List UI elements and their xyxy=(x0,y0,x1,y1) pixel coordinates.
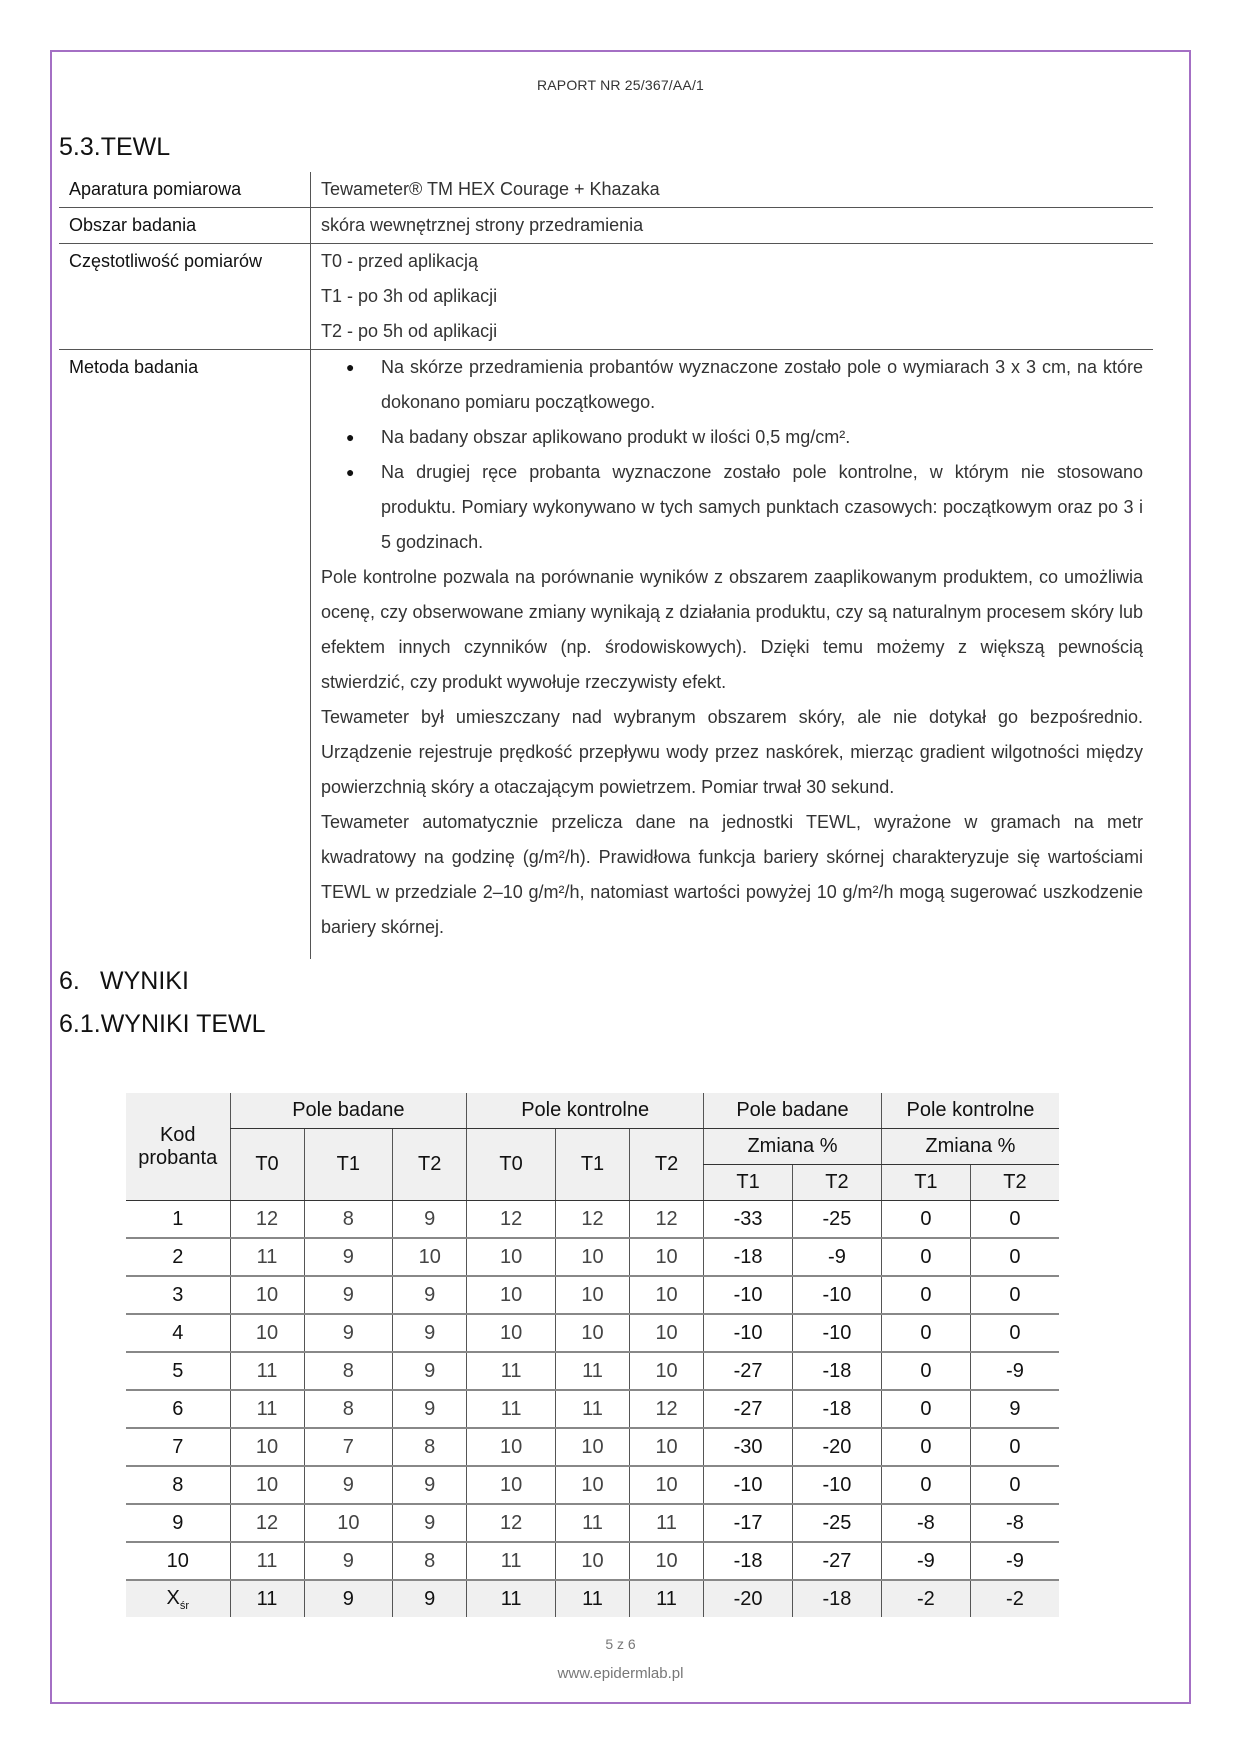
footer-url: www.epidermlab.pl xyxy=(557,1665,684,1682)
table-row xyxy=(126,1314,1059,1352)
table-cell: 12 xyxy=(230,1201,304,1239)
cell-code: 5 xyxy=(126,1352,230,1390)
table-cell: 12 xyxy=(630,1390,704,1428)
info-label: Częstotliwość pomiarów xyxy=(59,244,311,350)
table-cell: 11 xyxy=(230,1352,304,1390)
table-cell: 9 xyxy=(304,1466,393,1504)
table-cell: 9 xyxy=(393,1466,467,1504)
info-row-frequency xyxy=(59,244,1153,350)
table-cell: 10 xyxy=(555,1276,629,1314)
tewl-results-table xyxy=(126,1093,1059,1617)
table-cell: 10 xyxy=(555,1466,629,1504)
table-cell: -10 xyxy=(792,1314,881,1352)
table-cell: 0 xyxy=(970,1466,1059,1504)
table-row xyxy=(126,1276,1059,1314)
col-group-control-change: Pole kontrolne xyxy=(881,1093,1059,1129)
table-cell: -30 xyxy=(704,1428,793,1466)
col-header-t1: T1 xyxy=(304,1129,393,1201)
table-cell: 0 xyxy=(970,1238,1059,1276)
table-cell: 10 xyxy=(630,1352,704,1390)
table-cell: 10 xyxy=(555,1238,629,1276)
results-body xyxy=(126,1201,1059,1618)
info-row-method xyxy=(59,350,1153,960)
table-row xyxy=(126,1238,1059,1276)
col-header-t1: T1 xyxy=(704,1165,793,1201)
col-header-t2: T2 xyxy=(630,1129,704,1201)
table-cell: 11 xyxy=(555,1390,629,1428)
table-cell: 0 xyxy=(881,1466,970,1504)
table-cell: 9 xyxy=(393,1504,467,1542)
method-bullet: ● Na badany obszar aplikowano produkt w ilości 0,5 mg/cm². xyxy=(321,420,1143,455)
table-cell: -10 xyxy=(704,1276,793,1314)
table-cell: 11 xyxy=(467,1390,556,1428)
method-bullet-list xyxy=(321,350,1143,560)
table-cell: 10 xyxy=(467,1428,556,1466)
info-label: Obszar badania xyxy=(59,208,311,244)
table-cell: 10 xyxy=(467,1238,556,1276)
table-row xyxy=(126,1428,1059,1466)
cell-code: 6 xyxy=(126,1390,230,1428)
table-cell: -9 xyxy=(881,1542,970,1580)
table-cell: 12 xyxy=(467,1504,556,1542)
info-label: Metoda badania xyxy=(59,350,311,960)
mean-cell: 9 xyxy=(393,1580,467,1617)
table-cell: -18 xyxy=(792,1390,881,1428)
info-value xyxy=(311,244,1154,350)
table-cell: -18 xyxy=(792,1352,881,1390)
table-cell: 12 xyxy=(630,1201,704,1239)
col-header-code: Kod probanta xyxy=(126,1093,230,1201)
table-cell: 11 xyxy=(230,1238,304,1276)
table-cell: 10 xyxy=(630,1276,704,1314)
table-cell: 9 xyxy=(304,1276,393,1314)
table-cell: -27 xyxy=(704,1352,793,1390)
cell-code: 4 xyxy=(126,1314,230,1352)
table-cell: 9 xyxy=(304,1314,393,1352)
table-cell: 10 xyxy=(393,1238,467,1276)
table-cell: -27 xyxy=(792,1542,881,1580)
table-cell: 10 xyxy=(630,1314,704,1352)
cell-code: 2 xyxy=(126,1238,230,1276)
table-cell: -20 xyxy=(792,1428,881,1466)
cell-code: 3 xyxy=(126,1276,230,1314)
cell-code: 9 xyxy=(126,1504,230,1542)
frequency-item: T1 - po 3h od aplikacji xyxy=(321,286,498,306)
table-cell: 12 xyxy=(555,1201,629,1239)
mean-row xyxy=(126,1580,1059,1617)
table-row xyxy=(126,1542,1059,1580)
info-value: Tewameter® TM HEX Courage + Khazaka xyxy=(311,172,1154,208)
page-number: 5 z 6 xyxy=(605,1636,636,1652)
table-cell: -10 xyxy=(792,1466,881,1504)
table-cell: 11 xyxy=(630,1504,704,1542)
info-label: Aparatura pomiarowa xyxy=(59,172,311,208)
report-number: RAPORT NR 25/367/AA/1 xyxy=(536,77,705,93)
mean-cell: 11 xyxy=(555,1580,629,1617)
table-cell: 10 xyxy=(467,1466,556,1504)
table-cell: 9 xyxy=(393,1390,467,1428)
table-cell: 11 xyxy=(230,1390,304,1428)
table-cell: 0 xyxy=(970,1428,1059,1466)
table-cell: 7 xyxy=(304,1428,393,1466)
mean-cell: -2 xyxy=(970,1580,1059,1617)
table-cell: 0 xyxy=(881,1352,970,1390)
section-heading-6-1: 6.1.WYNIKI TEWL xyxy=(59,1010,266,1038)
table-cell: 8 xyxy=(393,1428,467,1466)
section-heading-5-3: 5.3.TEWL xyxy=(59,133,171,161)
table-cell: -9 xyxy=(792,1238,881,1276)
section-heading-6 xyxy=(59,967,189,996)
table-cell: 10 xyxy=(555,1314,629,1352)
frequency-item: T0 - przed aplikacją xyxy=(321,251,479,271)
table-cell: 0 xyxy=(881,1314,970,1352)
table-cell: 10 xyxy=(230,1276,304,1314)
table-cell: 8 xyxy=(304,1352,393,1390)
table-cell: 0 xyxy=(970,1314,1059,1352)
col-header-t2: T2 xyxy=(792,1165,881,1201)
table-cell: 9 xyxy=(304,1238,393,1276)
table-cell: -25 xyxy=(792,1201,881,1239)
bullet-icon: ● xyxy=(346,464,355,480)
table-cell: -33 xyxy=(704,1201,793,1239)
table-cell: 8 xyxy=(304,1201,393,1239)
table-cell: -10 xyxy=(792,1276,881,1314)
section-title: WYNIKI xyxy=(100,967,189,995)
header-row xyxy=(126,1129,1059,1165)
table-cell: -8 xyxy=(881,1504,970,1542)
cell-code: 7 xyxy=(126,1428,230,1466)
col-header-t1: T1 xyxy=(881,1165,970,1201)
col-group-test-change: Pole badane xyxy=(704,1093,882,1129)
table-row xyxy=(126,1201,1059,1239)
method-paragraph: Tewameter automatycznie przelicza dane na jednostki TEWL, wyrażone w gramach na metr kwadratowy na godzinę (g/m²/h). Prawidłowa funkcja bariery skórnej charakteryzuje się wartościami TEWL w przedziale 2–10 g/m²/h, natomiast wartości powyżej 10 g/m²/h mogą sugerować uszkodzenie bariery skórnej. xyxy=(321,812,1143,937)
col-header-t2: T2 xyxy=(393,1129,467,1201)
table-cell: 10 xyxy=(230,1314,304,1352)
mean-cell: 11 xyxy=(630,1580,704,1617)
table-row xyxy=(126,1352,1059,1390)
cell-code: 1 xyxy=(126,1201,230,1239)
table-cell: 0 xyxy=(970,1276,1059,1314)
col-group-control: Pole kontrolne xyxy=(467,1093,704,1129)
col-header-change: Zmiana % xyxy=(881,1129,1059,1165)
table-cell: 9 xyxy=(393,1352,467,1390)
mean-cell: 9 xyxy=(304,1580,393,1617)
table-cell: 0 xyxy=(881,1428,970,1466)
table-row xyxy=(126,1466,1059,1504)
col-group-test: Pole badane xyxy=(230,1093,467,1129)
table-cell: 10 xyxy=(230,1466,304,1504)
table-row xyxy=(126,1390,1059,1428)
table-cell: -8 xyxy=(970,1504,1059,1542)
method-bullet: ● Na skórze przedramienia probantów wyznaczone zostało pole o wymiarach 3 x 3 cm, na które dokonano pomiaru początkowego. xyxy=(321,350,1143,420)
table-cell: 11 xyxy=(467,1352,556,1390)
table-row xyxy=(126,1504,1059,1542)
table-cell: -18 xyxy=(704,1542,793,1580)
mean-cell: 11 xyxy=(230,1580,304,1617)
mean-cell: -2 xyxy=(881,1580,970,1617)
col-header-t2: T2 xyxy=(970,1165,1059,1201)
mean-cell: -18 xyxy=(792,1580,881,1617)
table-cell: 0 xyxy=(881,1390,970,1428)
method-bullet: ● Na drugiej ręce probanta wyznaczone zostało pole kontrolne, w którym nie stosowano produktu. Pomiary wykonywano w tych samych punktach czasowych: początkowym oraz po 3 i 5 godzinach. xyxy=(321,455,1143,560)
method-paragraph: Pole kontrolne pozwala na porównanie wyników z obszarem zaaplikowanym produktem, co umożliwia ocenę, czy obserwowane zmiany wynikają z działania produktu, czy są naturalnym procesem skóry lub efektem innych czynników (np. środowiskowych). Dzięki temu możemy z większą pewnością stwierdzić, czy produkt wywołuje rzeczywisty efekt. xyxy=(321,567,1143,692)
mean-cell: 11 xyxy=(467,1580,556,1617)
table-cell: 10 xyxy=(630,1466,704,1504)
table-cell: -18 xyxy=(704,1238,793,1276)
table-cell: -27 xyxy=(704,1390,793,1428)
method-info-table xyxy=(59,172,1153,959)
table-cell: 10 xyxy=(630,1542,704,1580)
table-cell: -25 xyxy=(792,1504,881,1542)
table-cell: 9 xyxy=(304,1542,393,1580)
table-cell: 10 xyxy=(630,1428,704,1466)
section-number: 6. xyxy=(59,967,80,995)
frequency-item: T2 - po 5h od aplikacji xyxy=(321,321,498,341)
col-header-change: Zmiana % xyxy=(704,1129,882,1165)
table-cell: 12 xyxy=(467,1201,556,1239)
table-cell: 10 xyxy=(555,1542,629,1580)
table-cell: 9 xyxy=(393,1276,467,1314)
bullet-icon: ● xyxy=(346,429,355,445)
header-row xyxy=(126,1093,1059,1129)
info-row-area xyxy=(59,208,1153,244)
table-cell: 10 xyxy=(230,1428,304,1466)
table-cell: 9 xyxy=(393,1314,467,1352)
table-cell: 0 xyxy=(881,1201,970,1239)
table-cell: 0 xyxy=(881,1276,970,1314)
table-cell: 0 xyxy=(881,1238,970,1276)
table-cell: 11 xyxy=(230,1542,304,1580)
table-cell: 10 xyxy=(555,1428,629,1466)
info-row-apparatus xyxy=(59,172,1153,208)
table-cell: -9 xyxy=(970,1352,1059,1390)
table-cell: 11 xyxy=(467,1542,556,1580)
table-cell: 10 xyxy=(467,1276,556,1314)
col-header-t1: T1 xyxy=(555,1129,629,1201)
table-cell: 8 xyxy=(393,1542,467,1580)
table-cell: 12 xyxy=(230,1504,304,1542)
col-header-t0: T0 xyxy=(467,1129,556,1201)
table-cell: -10 xyxy=(704,1466,793,1504)
info-value xyxy=(311,350,1154,960)
table-cell: 10 xyxy=(630,1238,704,1276)
table-cell: -9 xyxy=(970,1542,1059,1580)
table-cell: 0 xyxy=(970,1201,1059,1239)
cell-code: 8 xyxy=(126,1466,230,1504)
cell-code: 10 xyxy=(126,1542,230,1580)
col-header-t0: T0 xyxy=(230,1129,304,1201)
table-cell: 11 xyxy=(555,1352,629,1390)
method-paragraph: Tewameter był umieszczany nad wybranym obszarem skóry, ale nie dotykał go bezpośrednio. Urządzenie rejestruje prędkość przepływu wody przez naskórek, mierząc gradient wilgotności między powierzchnią skóry a otaczającym powietrzem. Pomiar trwał 30 sekund. xyxy=(321,707,1143,797)
table-cell: 8 xyxy=(304,1390,393,1428)
table-cell: 9 xyxy=(393,1201,467,1239)
info-value: skóra wewnętrznej strony przedramienia xyxy=(311,208,1154,244)
bullet-icon: ● xyxy=(346,359,355,375)
table-cell: 9 xyxy=(970,1390,1059,1428)
mean-cell: -20 xyxy=(704,1580,793,1617)
table-cell: -17 xyxy=(704,1504,793,1542)
table-cell: 10 xyxy=(304,1504,393,1542)
table-cell: 11 xyxy=(555,1504,629,1542)
mean-label: $X_{śr}$ xyxy=(126,1580,230,1617)
table-cell: -10 xyxy=(704,1314,793,1352)
table-cell: 10 xyxy=(467,1314,556,1352)
